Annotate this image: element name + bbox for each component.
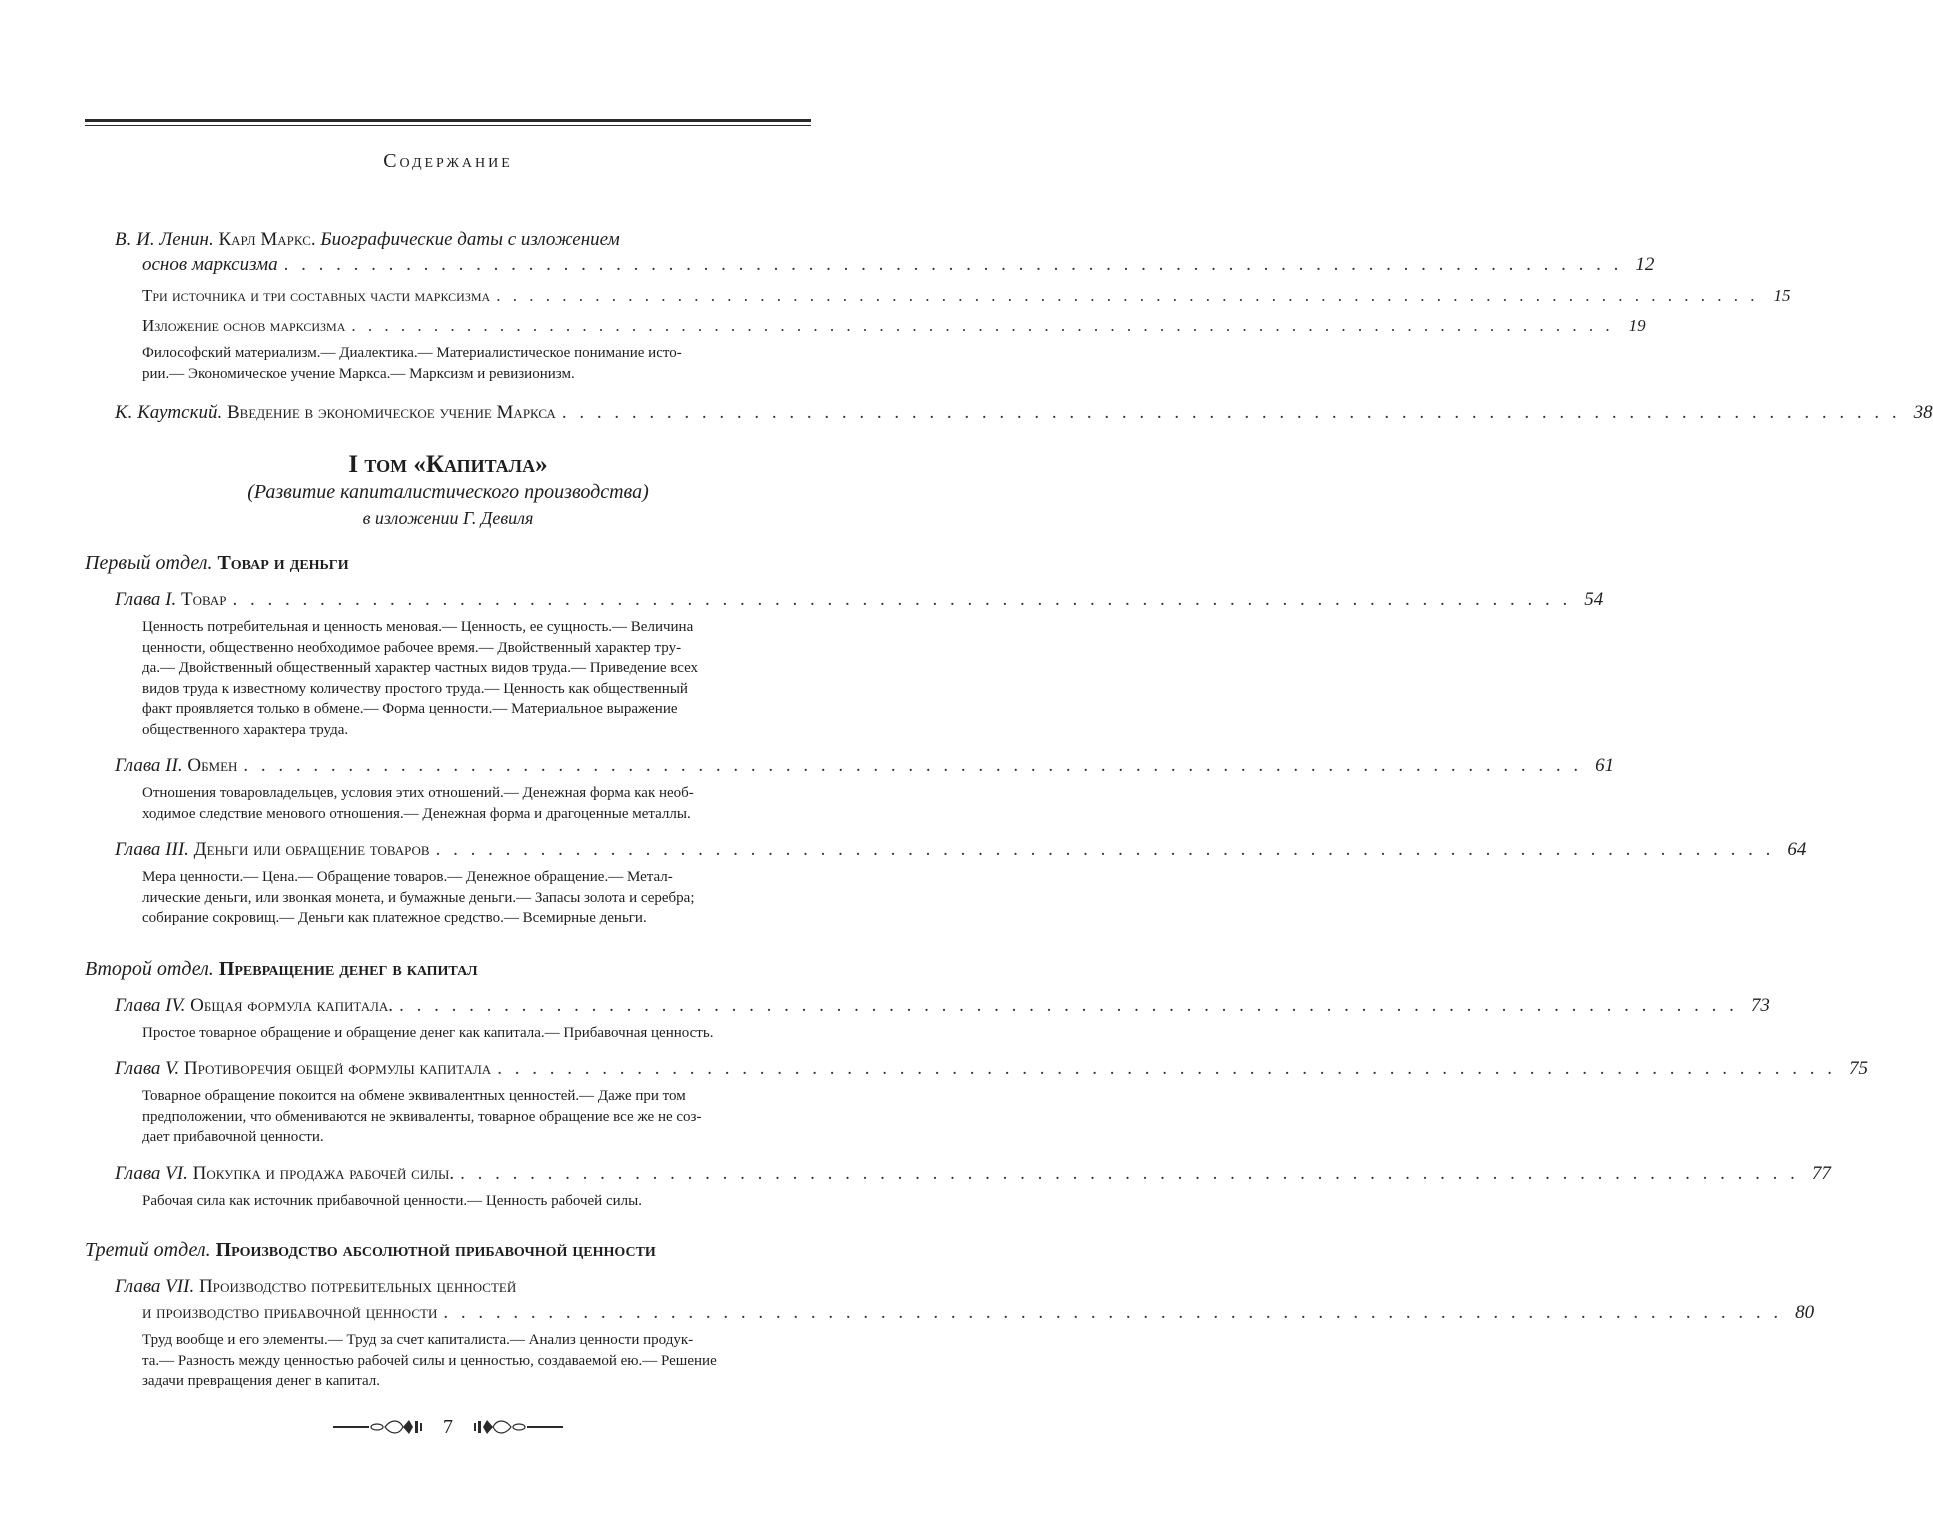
chapter-label: Глава II.	[115, 755, 183, 776]
leader-dots: . . . . . . . . . . . . . . . . . . . . . . . . . . . . . . . . . . . . . . . . . . . . . . . . . . . . . . . . . . . . . . . . . . . . . . . . . . . . .	[243, 755, 1583, 776]
page-footer	[0, 1412, 896, 1442]
description-line: Философский материализм.— Диалектика.— Материалистическое понимание исто-	[142, 345, 682, 361]
ornament-right-icon	[471, 1417, 563, 1437]
chapter-description	[142, 1023, 757, 1044]
section-heading-3	[85, 1237, 656, 1263]
page-number: 54	[1584, 589, 1604, 610]
entry-title: Три источника и три составных части марксизма	[142, 286, 491, 305]
chapter-label: Глава I.	[115, 589, 177, 610]
description-line: факт проявляется только в обмене.— Форма ценности.— Материальное выражение	[142, 701, 678, 717]
entry-author: К. Каутский.	[115, 402, 223, 423]
description-line: Товарное обращение покоится на обмене эквивалентных ценностей.— Даже при том	[142, 1088, 686, 1104]
page-heading: Содержание	[383, 150, 513, 172]
toc-entry-chapter-7-cont	[142, 1301, 1815, 1325]
leader-dots: . . . . . . . . . . . . . . . . . . . . . . . . . . . . . . . . . . . . . . . . . . . . . . . . . . . . . . . . . . . . . . . . . . . . . . . . . . . . .	[496, 286, 1759, 305]
toc-entry-chapter-3	[115, 838, 1807, 862]
leader-dots: . . . . . . . . . . . . . . . . . . . . . . . . . . . . . . . . . . . . . . . . . . . . . . . . . . . . . . . . . . . . . . . . . . . . . . . . . . . . .	[561, 402, 1901, 423]
volume-title: I том «Капитала»	[348, 451, 548, 478]
leader-dots: . . . . . . . . . . . . . . . . . . . . . . . . . . . . . . . . . . . . . . . . . . . . . . . . . . . . . . . . . . . . . . . . . . . . . . . . . . . . .	[351, 316, 1614, 335]
description-line: собирание сокровищ.— Деньги как платежное средство.— Всемирные деньги.	[142, 910, 647, 926]
entry-author: В. И. Ленин.	[115, 229, 214, 250]
description-line: ходимое следствие менового отношения.— Денежная форма и драгоценные металлы.	[142, 805, 691, 822]
toc-entry-chapter-1	[115, 588, 1604, 612]
description-line: лические деньги, или звонкая монета, и бумажные деньги.— Запасы золота и серебра;	[142, 889, 695, 906]
page-number-footer: 7	[443, 1415, 453, 1438]
leader-dots: . . . . . . . . . . . . . . . . . . . . . . . . . . . . . . . . . . . . . . . . . . . . . . . . . . . . . . . . . . . . . . . . . . . . . . . . . . . . .	[460, 1163, 1799, 1184]
chapter-title: Обмен	[187, 755, 238, 776]
chapter-label: Глава IV.	[115, 995, 186, 1016]
page-number: 77	[1811, 1163, 1831, 1184]
leader-dots: . . . . . . . . . . . . . . . . . . . . . . . . . . . . . . . . . . . . . . . . . . . . . . . . . . . . . . . . . . . . . . . . . . . . . . . . . . . . .	[283, 254, 1623, 275]
entry-subtitle-cont: основ марксизма	[142, 254, 278, 275]
description-line: Мера ценности.— Цена.— Обращение товаров.— Денежное обращение.— Метал-	[142, 869, 673, 885]
chapter-description	[142, 617, 757, 740]
description-line: та.— Разность между ценностью рабочей силы и ценностью, создаваемой ею.— Решение	[142, 1352, 717, 1369]
description-line: задачи превращения денег в капитал.	[142, 1373, 380, 1389]
chapter-label: Глава VII.	[115, 1276, 195, 1297]
section-title: Превращение денег в капитал	[218, 958, 478, 980]
toc-entry-chapter-6	[115, 1162, 1831, 1186]
description-line: ценности, общественно необходимое рабочее время.— Двойственный характер тру-	[142, 639, 682, 656]
volume-note: в изложении Г. Девиля	[362, 508, 534, 528]
entry-title: Изложение основ марксизма	[142, 316, 346, 335]
entry-subtitle: Биографические даты с изложением	[320, 229, 620, 250]
header-rule-thick	[85, 119, 811, 122]
chapter-label: Глава III.	[115, 839, 189, 860]
page-number: 12	[1635, 254, 1655, 275]
toc-entry-chapter-7	[115, 1275, 516, 1299]
page-number: 61	[1595, 755, 1615, 776]
page-number: 19	[1628, 316, 1646, 335]
chapter-title: Деньги или обращение товаров	[193, 839, 430, 860]
chapter-title: Товар	[181, 589, 227, 610]
chapter-description	[142, 1191, 757, 1212]
toc-entry-lenin-cont	[142, 253, 1655, 277]
chapter-description	[142, 867, 757, 929]
chapter-title: Покупка и продажа рабочей силы.	[192, 1163, 455, 1184]
chapter-title: Общая формула капитала.	[190, 995, 394, 1016]
page-number: 73	[1750, 995, 1770, 1016]
chapter-description	[142, 1330, 757, 1392]
toc-entry-exposition	[142, 314, 1646, 338]
description-line: дает прибавочной ценности.	[142, 1129, 324, 1145]
leader-dots: . . . . . . . . . . . . . . . . . . . . . . . . . . . . . . . . . . . . . . . . . . . . . . . . . . . . . . . . . . . . . . . . . . . . . . . . . . . . .	[497, 1058, 1836, 1079]
description-line: общественного характера труда.	[142, 721, 349, 738]
header-rule-thin	[85, 125, 811, 126]
section-heading-1	[85, 550, 349, 576]
toc-entry-chapter-4	[115, 994, 1770, 1018]
chapter-title: Противоречия общей формулы капитала	[183, 1058, 492, 1079]
leader-dots: . . . . . . . . . . . . . . . . . . . . . . . . . . . . . . . . . . . . . . . . . . . . . . . . . . . . . . . . . . . . . . . . . . . . . . . . . . . . .	[435, 839, 1775, 860]
toc-entry-chapter-5	[115, 1057, 1868, 1081]
toc-entry-three-sources	[142, 284, 1791, 308]
description-line: Отношения товаровладельцев, условия этих отношений.— Денежная форма как необ-	[142, 785, 694, 801]
leader-dots: . . . . . . . . . . . . . . . . . . . . . . . . . . . . . . . . . . . . . . . . . . . . . . . . . . . . . . . . . . . . . . . . . . . . . . . . . . . . .	[399, 995, 1738, 1016]
description-line: предположении, что обмениваются не эквиваленты, товарное обращение все же не соз-	[142, 1108, 702, 1125]
leader-dots: . . . . . . . . . . . . . . . . . . . . . . . . . . . . . . . . . . . . . . . . . . . . . . . . . . . . . . . . . . . . . . . . . . . . . . . . . . . . .	[443, 1302, 1783, 1323]
description-line: да.— Двойственный общественный характер частных видов труда.— Приведение всех	[142, 660, 699, 676]
page-number: 80	[1795, 1302, 1815, 1323]
chapter-description	[142, 783, 757, 824]
section-label: Третий отдел.	[85, 1239, 211, 1261]
toc-entry-chapter-2	[115, 754, 1615, 778]
chapter-title-cont: и производство прибавочной ценности	[142, 1302, 438, 1323]
leader-dots: . . . . . . . . . . . . . . . . . . . . . . . . . . . . . . . . . . . . . . . . . . . . . . . . . . . . . . . . . . . . . . . . . . . . . . . . . . . . .	[232, 589, 1572, 610]
entry-description	[142, 343, 757, 384]
chapter-label: Глава V.	[115, 1058, 180, 1079]
chapter-label: Глава VI.	[115, 1163, 188, 1184]
description-line: Труд вообще и его элементы.— Труд за счет капиталиста.— Анализ ценности продук-	[142, 1332, 694, 1348]
section-title: Производство абсолютной прибавочной ценности	[215, 1239, 656, 1261]
section-title: Товар и деньги	[217, 552, 349, 574]
description-line: Ценность потребительная и ценность меновая.— Ценность, ее сущность.— Величина	[142, 619, 694, 635]
toc-entry-kautsky	[115, 401, 1933, 425]
page-number: 64	[1787, 839, 1807, 860]
page-number: 15	[1773, 286, 1791, 305]
entry-title: Введение в экономическое учение Маркса	[226, 402, 556, 423]
section-label: Первый отдел.	[85, 552, 213, 574]
description-line: Простое товарное обращение и обращение денег как капитала.— Прибавочная ценность.	[142, 1025, 714, 1041]
entry-title: Карл Маркс.	[218, 229, 316, 250]
section-label: Второй отдел.	[85, 958, 214, 980]
volume-subtitle: (Развитие капиталистического производства)	[247, 481, 649, 503]
section-heading-2	[85, 956, 478, 982]
chapter-description	[142, 1086, 757, 1148]
page-number: 75	[1848, 1058, 1868, 1079]
page-number: 38	[1913, 402, 1933, 423]
chapter-title: Производство потребительных ценностей	[198, 1276, 517, 1297]
description-line: рии.— Экономическое учение Маркса.— Марксизм и ревизионизм.	[142, 365, 575, 382]
toc-entry-lenin	[115, 228, 620, 252]
description-line: Рабочая сила как источник прибавочной ценности.— Ценность рабочей силы.	[142, 1193, 642, 1209]
description-line: видов труда к известному количеству простого труда.— Ценность как общественный	[142, 680, 688, 697]
ornament-left-icon	[333, 1417, 425, 1437]
